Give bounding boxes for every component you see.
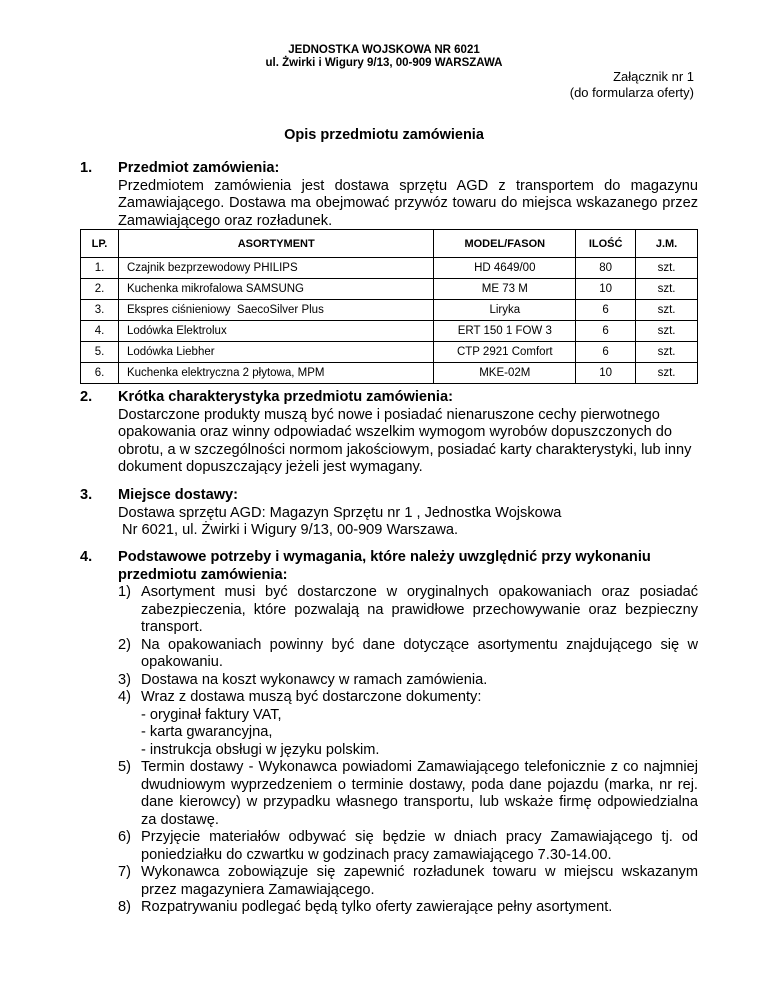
- list-item-text: Na opakowaniach powinny być dane dotyczące asortymentu znajdującego się w opakowaniu.: [141, 636, 698, 670]
- cell-model: ERT 150 1 FOW 3: [434, 321, 576, 342]
- section-characteristics: [80, 389, 698, 477]
- requirements-list: [118, 584, 698, 917]
- list-item-text: Wraz z dostawa muszą być dostarczone dokumenty:: [141, 689, 482, 705]
- section-number: 1.: [80, 160, 93, 176]
- section-requirements: [80, 549, 698, 917]
- cell-assortment: Lodówka Elektrolux: [118, 321, 433, 342]
- document-list-entry: - oryginał faktury VAT,: [141, 706, 282, 723]
- cell-model: CTP 2921 Comfort: [434, 342, 576, 363]
- table-row: [81, 279, 698, 300]
- list-item: [118, 759, 698, 829]
- section-heading: Podstawowe potrzeby i wymagania, które należy uwzględnić przy wykonaniu przedmiotu zamówienia:: [118, 549, 651, 583]
- cell-quantity: 80: [576, 258, 636, 279]
- cell-quantity: 10: [576, 279, 636, 300]
- list-item: [118, 672, 698, 690]
- list-item-text: Dostawa na koszt wykonawcy w ramach zamówienia.: [141, 671, 488, 688]
- section-text: [118, 505, 698, 540]
- cell-model: ME 73 M: [434, 279, 576, 300]
- annex-number: Załącznik nr 1: [613, 69, 694, 84]
- cell-unit: szt.: [636, 300, 698, 321]
- cell-assortment: Ekspres ciśnieniowy SaecoSilver Plus: [118, 300, 433, 321]
- cell-quantity: 6: [576, 300, 636, 321]
- section-delivery-place: [80, 487, 698, 540]
- list-item: [118, 829, 698, 864]
- list-item-number: 7): [118, 864, 131, 880]
- cell-unit: szt.: [636, 279, 698, 300]
- section-number: 3.: [80, 487, 93, 503]
- list-item: [118, 864, 698, 899]
- table-row: [81, 342, 698, 363]
- table-row: [81, 321, 698, 342]
- cell-lp: 3.: [81, 300, 119, 321]
- list-item: [118, 584, 698, 637]
- cell-assortment: Kuchenka elektryczna 2 płytowa, MPM: [118, 363, 433, 384]
- unit-name: JEDNOSTKA WOJSKOWA NR 6021: [288, 44, 480, 56]
- list-item-text: Asortyment musi być dostarczone w oryginalnych opakowaniach oraz posiadać zabezpieczenia, które pozwalają na prawidłowe przechowywanie oraz bezpieczny transport.: [141, 584, 698, 635]
- column-header-lp: LP.: [81, 230, 119, 258]
- list-item-text: Termin dostawy - Wykonawca powiadomi Zamawiającego telefonicznie z co najmniej dwudniowym wyprzedzeniem o terminie dostawy, poda dane pojazdu (marka, nr rej. dane kierowcy) w przypadku własnego transportu, lub wskaże firmę odpowiedzialna za dostawę.: [141, 759, 698, 828]
- list-item-text: Rozpatrywaniu podlegać będą tylko oferty zawierające pełny asortyment.: [141, 899, 613, 915]
- unit-address: ul. Żwirki i Wigury 9/13, 00-909 WARSZAWA: [265, 57, 503, 69]
- section-subject: [80, 160, 698, 230]
- cell-quantity: 10: [576, 363, 636, 384]
- items-table: [80, 229, 698, 384]
- annex-note: (do formularza oferty): [569, 85, 694, 100]
- cell-assortment: Czajnik bezprzewodowy PHILIPS: [118, 258, 433, 279]
- delivery-address-line: Nr 6021, ul. Żwirki i Wigury 9/13, 00-909 Warszawa.: [118, 522, 459, 538]
- cell-quantity: 6: [576, 342, 636, 363]
- delivery-address-line: Dostawa sprzętu AGD: Magazyn Sprzętu nr 1 , Jednostka Wojskowa: [118, 504, 562, 521]
- list-item-number: 1): [118, 584, 131, 600]
- table-row: [81, 258, 698, 279]
- cell-unit: szt.: [636, 342, 698, 363]
- list-item-number: 4): [118, 689, 131, 705]
- section-heading: Krótka charakterystyka przedmiotu zamówienia:: [118, 389, 453, 405]
- list-item-number: 6): [118, 829, 131, 845]
- section-text: Przedmiotem zamówienia jest dostawa sprzętu AGD z transportem do magazynu Zamawiającego. Dostawa ma obejmować przywóz towaru do miejsca wskazanego przez Zamawiającego oraz rozładunek.: [118, 177, 698, 229]
- cell-assortment: Lodówka Liebher: [118, 342, 433, 363]
- section-text: Dostarczone produkty muszą być nowe i posiadać nienaruszone cechy pierwotnego opakowania oraz winny odpowiadać wszelkim wymogom wyrobów dopuszczonych do obrotu, a w szczególności normom jakościowym, posiadać karty charakterystyki, lub inny dokument dopuszczający jeżeli jest wymagany.: [118, 406, 692, 475]
- cell-lp: 2.: [81, 279, 119, 300]
- column-header-unit: J.M.: [636, 230, 698, 258]
- cell-unit: szt.: [636, 321, 698, 342]
- table-row: [81, 300, 698, 321]
- cell-quantity: 6: [576, 321, 636, 342]
- cell-lp: 6.: [81, 363, 119, 384]
- annex-label: [570, 69, 694, 101]
- list-item: [118, 689, 698, 759]
- cell-unit: szt.: [636, 258, 698, 279]
- list-item-number: 8): [118, 899, 131, 915]
- list-item: [118, 637, 698, 672]
- cell-model: MKE-02M: [434, 363, 576, 384]
- section-number: 2.: [80, 389, 93, 405]
- cell-lp: 1.: [81, 258, 119, 279]
- section-heading: Przedmiot zamówienia:: [118, 160, 280, 176]
- cell-model: HD 4649/00: [434, 258, 576, 279]
- unit-header: [0, 44, 768, 70]
- table-header-row: [81, 230, 698, 258]
- section-heading: Miejsce dostawy:: [118, 487, 239, 503]
- table-row: [81, 363, 698, 384]
- list-item-number: 2): [118, 636, 131, 653]
- cell-assortment: Kuchenka mikrofalowa SAMSUNG: [118, 279, 433, 300]
- page-title: Opis przedmiotu zamówienia: [284, 127, 484, 143]
- list-item: [118, 899, 698, 917]
- document-list-entry: - karta gwarancyjna,: [141, 724, 273, 740]
- list-item-number: 5): [118, 759, 131, 775]
- column-header-quantity: ILOŚĆ: [576, 230, 636, 258]
- cell-lp: 4.: [81, 321, 119, 342]
- cell-model: Liryka: [434, 300, 576, 321]
- list-item-text: Przyjęcie materiałów odbywać się będzie w dniach pracy Zamawiającego tj. od poniedziałku do czwartku w godzinach pracy zamawiającego 7.30-14.00.: [141, 829, 698, 863]
- list-item-number: 3): [118, 671, 131, 688]
- cell-unit: szt.: [636, 363, 698, 384]
- list-item-text: Wykonawca zobowiązuje się zapewnić rozładunek towaru w miejscu wskazanym przez magazyniera Zamawiającego.: [141, 864, 698, 898]
- column-header-model: MODEL/FASON: [434, 230, 576, 258]
- column-header-assortment: ASORTYMENT: [118, 230, 433, 258]
- document-list-entry: - instrukcja obsługi w języku polskim.: [141, 741, 380, 758]
- section-number: 4.: [80, 549, 93, 565]
- cell-lp: 5.: [81, 342, 119, 363]
